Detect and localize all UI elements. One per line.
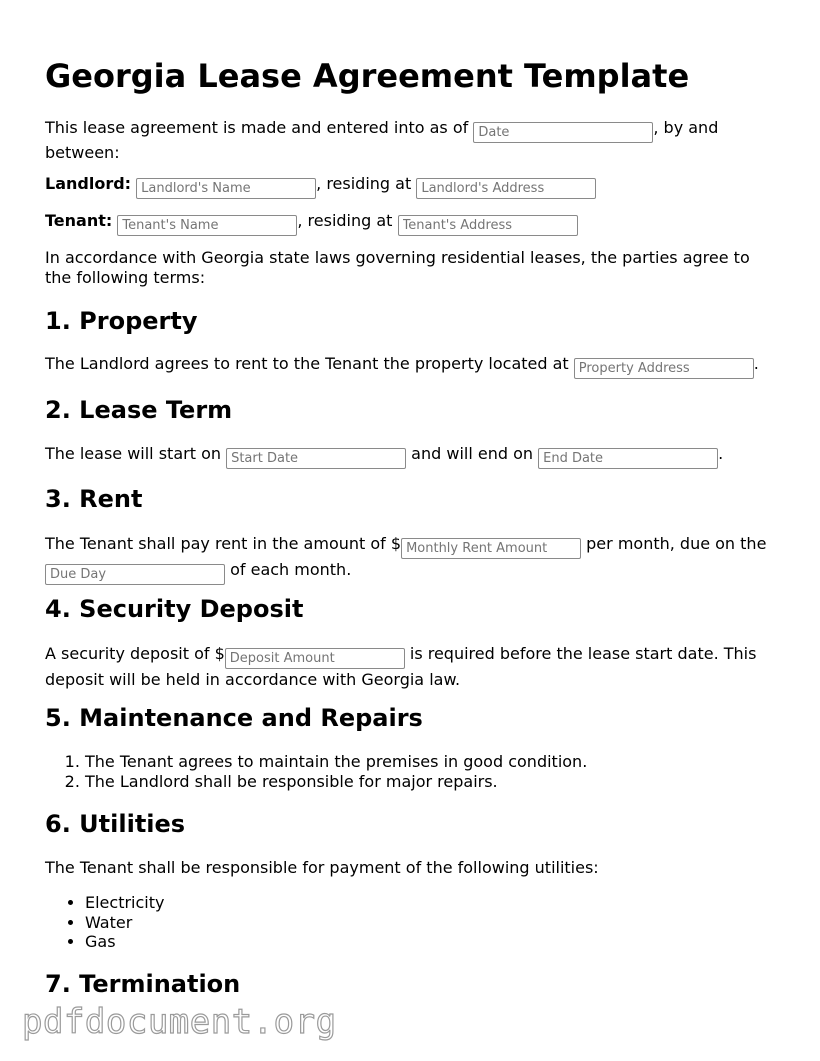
end-date-field[interactable] — [538, 448, 718, 469]
list-item: 2. The Landlord shall be responsible for major repairs. — [85, 772, 587, 792]
section-heading-security-deposit: 4. Security Deposit — [45, 595, 304, 623]
due-day-field[interactable] — [45, 564, 225, 585]
tenant-address-field[interactable] — [398, 215, 578, 236]
property-paragraph: The Landlord agrees to rent to the Tenant the property located at Property Address . — [45, 354, 775, 379]
list-item: • Electricity — [85, 893, 164, 913]
page-title: Georgia Lease Agreement Template — [45, 57, 690, 95]
section-heading-property: 1. Property — [45, 307, 198, 335]
list-item: 1. The Tenant agrees to maintain the premises in good condition. — [85, 752, 587, 772]
utilities-list — [85, 893, 164, 952]
intro-paragraph: This lease agreement is made and entered into as of Date , by and between: — [45, 118, 775, 163]
tenant-name-field[interactable] — [117, 215, 297, 236]
start-date-field[interactable] — [226, 448, 406, 469]
rent-paragraph: The Tenant shall pay rent in the amount of $Monthly Rent Amount per month, due on the Due Day of each month. — [45, 533, 775, 585]
landlord-address-field[interactable] — [416, 178, 596, 199]
deposit-paragraph: A security deposit of $Deposit Amount is required before the lease start date. This deposit will be held in accordance with Georgia law. — [45, 643, 775, 690]
list-item: • Water — [85, 913, 164, 933]
maintenance-list — [85, 752, 587, 791]
landlord-line: Landlord: Landlord's Name , residing at Landlord's Address — [45, 174, 775, 199]
utilities-paragraph: The Tenant shall be responsible for payment of the following utilities: — [45, 858, 599, 877]
tenant-line: Tenant: Tenant's Name , residing at Tenant's Address — [45, 211, 775, 236]
landlord-name-field[interactable] — [136, 178, 316, 199]
property-address-field[interactable] — [574, 358, 754, 379]
section-heading-lease-term: 2. Lease Term — [45, 396, 233, 424]
accordance-paragraph: In accordance with Georgia state laws governing residential leases, the parties agree to the following terms: — [45, 248, 750, 287]
lease-term-paragraph: The lease will start on Start Date and will end on End Date . — [45, 444, 775, 469]
date-field[interactable] — [473, 122, 653, 143]
tenant-label: Tenant: — [45, 211, 113, 230]
section-heading-utilities: 6. Utilities — [45, 810, 186, 838]
watermark: pdfdocument.org — [22, 1002, 337, 1042]
section-heading-termination: 7. Termination — [45, 970, 241, 998]
section-heading-maintenance: 5. Maintenance and Repairs — [45, 704, 423, 732]
deposit-amount-field[interactable] — [225, 648, 405, 669]
list-item: • Gas — [85, 932, 164, 952]
section-heading-rent: 3. Rent — [45, 485, 143, 513]
landlord-label: Landlord: — [45, 174, 132, 193]
monthly-rent-field[interactable] — [401, 538, 581, 559]
